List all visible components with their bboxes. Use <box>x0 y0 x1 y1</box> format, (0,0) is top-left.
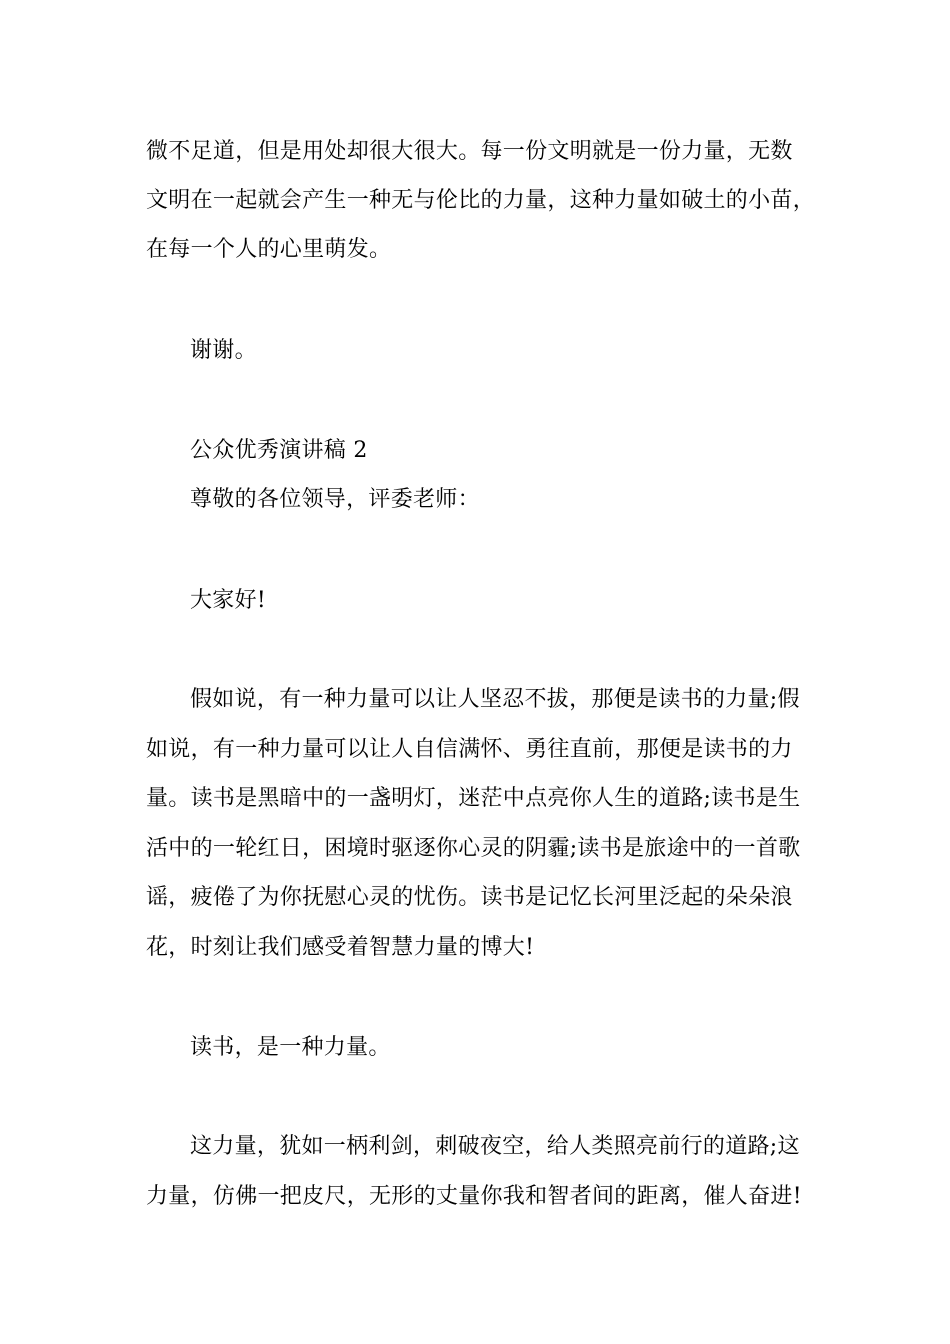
paragraph-line: 活中的一轮红日，困境时驱逐你心灵的阴霾;读书是旅途中的一首歌 <box>146 836 801 861</box>
paragraph-line: 如说，有一种力量可以让人自信满怀、勇往直前，那便是读书的力 <box>146 737 793 762</box>
paragraph-line: 力量，仿佛一把皮尺，无形的丈量你我和智者间的距离，催人奋进! <box>146 1184 802 1209</box>
paragraph-line: 假如说，有一种力量可以让人坚忍不拔，那便是读书的力量;假 <box>190 687 800 712</box>
section-title: 公众优秀演讲稿 2 <box>190 438 368 463</box>
paragraph-line: 谣，疲倦了为你抚慰心灵的忧伤。读书是记忆长河里泛起的朵朵浪 <box>146 885 793 910</box>
paragraph-line: 这力量，犹如一柄利剑，刺破夜空，给人类照亮前行的道路;这 <box>190 1134 800 1159</box>
greeting: 大家好! <box>190 588 267 613</box>
paragraph-line: 量。读书是黑暗中的一盏明灯，迷茫中点亮你人生的道路;读书是生 <box>146 786 801 811</box>
paragraph-line: 文明在一起就会产生一种无与伦比的力量，这种力量如破土的小苗， <box>146 188 816 213</box>
paragraph-line: 微不足道，但是用处却很大很大。每一份文明就是一份力量，无数 <box>146 139 793 164</box>
closing-thanks: 谢谢。 <box>190 338 257 363</box>
paragraph-line: 读书，是一种力量。 <box>190 1035 391 1060</box>
paragraph-line: 花，时刻让我们感受着智慧力量的博大! <box>146 935 535 960</box>
salutation: 尊敬的各位领导，评委老师： <box>190 487 480 512</box>
paragraph-line: 在每一个人的心里萌发。 <box>146 237 392 262</box>
